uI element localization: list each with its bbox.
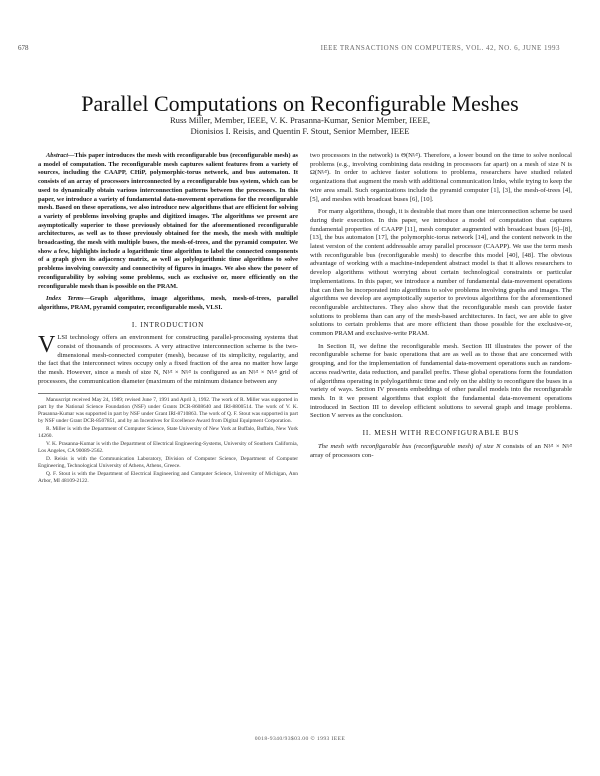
copyright-footer: 0018-9340/93$03.00 © 1993 IEEE xyxy=(254,736,346,742)
index-terms-lead: Index Terms— xyxy=(46,295,90,303)
section2-paragraph xyxy=(310,443,572,460)
intro-paragraph xyxy=(38,334,298,386)
author-line-1: Russ Miller, Member, IEEE, V. K. Prasanna-Kumar, Senior Member, IEEE, xyxy=(169,115,431,125)
footnote-manuscript: Manuscript received May 24, 1989; revised June 7, 1991 and April 3, 1992. The work of R. Miller was supported in part by the National Science Foundation (NSF) under Grants DCR-8608640 and IRI-8800514. The work of V. K. Prasanna-Kumar was supported in part by NSF under Grant IRI-8710863. The work of Q. F. Stout was supported in part by NSF under Grant DCR-8507851, and by an Incentives for Excellence Award from Digital Equipment Corporation. xyxy=(38,396,298,424)
footnote-stout: Q. F. Stout is with the Department of Electrical Engineering and Computer Science, University of Michigan, Ann Arbor, MI 48109-2122. xyxy=(38,470,298,484)
right-column xyxy=(310,152,572,464)
journal-header: IEEE TRANSACTIONS ON COMPUTERS, VOL. 42, NO. 6, JUNE 1993 xyxy=(320,44,560,52)
section2-rest: consists of an N¹⁄² × N¹⁄² array of processors con- xyxy=(310,442,572,459)
footnote-reisis: D. Reisis is with the Communication Laboratory, Division of Computer Science, Department of Computer Engineering, Technological University of Athens, Athens, Greece. xyxy=(38,455,298,469)
author-line-2: Dionisios I. Reisis, and Quentin F. Stout, Senior Member, IEEE xyxy=(190,126,410,136)
footnote-prasanna: V. K. Prasanna-Kumar is with the Department of Electrical Engineering-Systems, University of Southern California, Los Angeles, CA 90089-2562. xyxy=(38,440,298,454)
section-heading-mesh-bus: II. MESH WITH RECONFIGURABLE BUS xyxy=(362,429,520,438)
abstract-lead: Abstract— xyxy=(46,152,75,159)
body-paragraph-1: two processors in the network) is Θ(N¹⁄²). Therefore, a lower bound on the time to solve nonlocal problems (e.g., involving combining data residing in processors far apart) on a mesh of size N is Ω(N¹⁄²). In order to achieve faster solutions to problems, researchers have studied related organizations that augment the mesh with additional communication links, while trying to keep the wire area small. Such organizations include the pyramid computer [1], [3], the mesh-of-trees [4], [5], and meshes with broadcast buses [6], [10]. xyxy=(310,152,572,203)
page-number: 678 xyxy=(18,44,29,52)
abstract xyxy=(38,152,298,291)
footnote-miller: R. Miller is with the Department of Computer Science, State University of New York at Buffalo, Buffalo, New York 14260. xyxy=(38,425,298,439)
body-paragraph-3: In Section II, we define the reconfigurable mesh. Section III illustrates the power of the reconfigurable scheme for basic operations that are as well as to those that are concerned with grouping, and for the implementation of fundamental data-movement operations such as random-access read/write, data reduction, and parallel prefix. These global operations form the foundation of algorithms operating in polylogarithmic time and rely on the ability to reconfigure the buses in a variety of ways. Section IV presents embeddings of other parallel models into the reconfigurable mesh. In it we present algorithms that exploit the fundamental data-movement operations introduced in Section III to develop efficient solutions to several graph and image problems. Section V serves as the conclusion. xyxy=(310,342,572,420)
paper-title: Parallel Computations on Reconfigurable Meshes xyxy=(81,90,519,116)
index-terms-text: Graph algorithms, image algorithms, mesh, mesh-of-trees, parallel algorithms, PRAM, pyramid computer, reconfigurable mesh, VLSI. xyxy=(38,295,299,311)
body-paragraph-2: For many algorithms, though, it is desirable that more than one interconnection scheme be used during their execution. In this paper, we introduce a model of computation that captures fundamental properties of CAAPP [11], mesh computer augmented with broadcast buses [6]–[8], [13], the bus automaton [17], the polymorphic-torus network [14], and the content network in the latest version of the content addressable array parallel processor (CAAPP). We use the term mesh with reconfigurable bus (reconfigurable mesh) to describe this model [40], [48]. The obvious advantage of working with a machine-independent abstract model is that it allows researchers to develop algorithms without worrying about certain technological constraints or particular implementations. In this paper, we introduce a number of fundamental data-movement operations that can then be incorporated into algorithms to solve problems involving graphs and images. The algorithms we develop are asymptotically superior to previous algorithms for the aforementioned reconfigurable architectures. They also show that the reconfigurable mesh can provide faster solutions to problems than can any of the mesh-based architectures. In fact, we are able to give solutions to certain problems that are more efficient than those possible for the exclusive-or, common PRAM and exclusive-write PRAM. xyxy=(310,208,572,338)
footnotes xyxy=(38,393,298,485)
author-list xyxy=(60,115,540,137)
intro-text: LSI technology offers an environment for constructing parallel-processing systems that consist of thousands of processors. A very attractive interconnection scheme is the two-dimensional mesh-connected computer (mesh), because of its simplicity, regularity, and the fact that the interconnect wires occupy only a fixed fraction of the area no matter how large the mesh. However, since a mesh of size N, N¹⁄² × N¹⁄² is configured as an N¹⁄² × N¹⁄² grid of processors, the communication diameter (maximum of the minimum distance between any xyxy=(38,334,298,385)
section-heading-introduction: I. INTRODUCTION xyxy=(131,320,205,329)
left-column xyxy=(38,152,298,486)
drop-cap: V xyxy=(38,332,56,359)
index-terms xyxy=(38,295,298,312)
abstract-text: This paper introduces the mesh with reconfigurable bus (reconfigurable mesh) as a model of computation. The reconfigurable mesh captures salient features from a variety of sources, including the CAAPP, CHiP, polymorphic-torus network, and bus automaton. It consists of an array of processors interconnected by a reconfigurable bus system, which can be used to dynamically obtain various interconnection patterns between the processors. In this paper, we introduce a variety of fundamental data-movement operations for the reconfigurable mesh. Based on these operations, we also introduce new algorithms that are efficient for solving a variety of problems involving graphs and digitized images. The algorithms we present are asymptotically superior to those previously obtained for the aforementioned reconfigurable architectures, as well as to those previously obtained for the mesh, the mesh with multiple broadcasting, the mesh with multiple buses, the mesh-of-trees, and the pyramid computer. We show a few, highlights include a logarithmic time algorithm to label the connected components of a graph given its adjacency matrix, as well as polylogarithmic time algorithms to solve problems involving convexity and connectivity of figures in images. We also show the power of reconfigurability by solving some problems, such as exclusive or, more efficiently on the reconfigurable mesh than is possible on the PRAM. xyxy=(38,152,298,290)
section2-lead: The mesh with reconfigurable bus (reconfigurable mesh) of size N xyxy=(318,442,501,450)
